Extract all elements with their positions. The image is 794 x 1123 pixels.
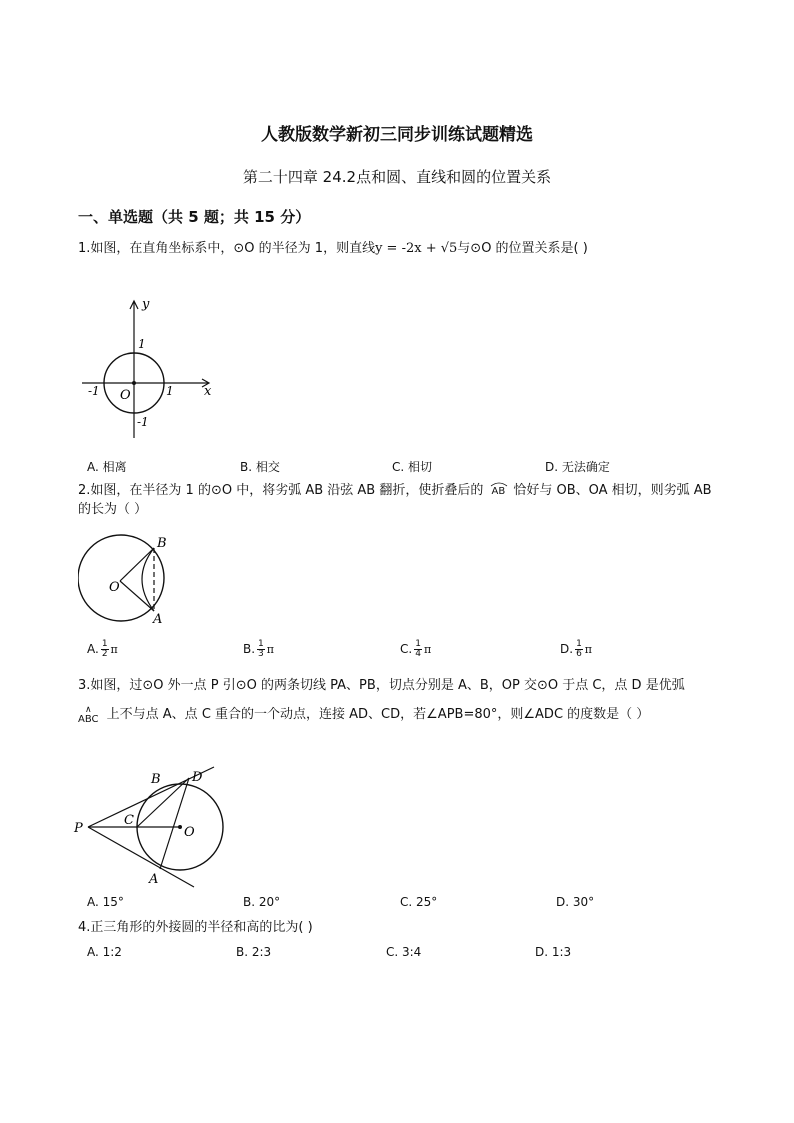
pi-symbol: π bbox=[266, 643, 275, 656]
fraction-numerator: 1 bbox=[415, 639, 421, 649]
segment-ob bbox=[120, 548, 154, 581]
fraction-numerator: 1 bbox=[101, 639, 108, 649]
tick-label-x-1: 1 bbox=[166, 384, 174, 398]
section-heading: 一、单选题（共 5 题；共 15 分） bbox=[78, 208, 311, 226]
label-d: D bbox=[192, 770, 203, 785]
fraction bbox=[575, 640, 583, 659]
fraction bbox=[101, 640, 109, 659]
q2-option-d[interactable] bbox=[560, 640, 592, 659]
question-3-arc-symbol bbox=[78, 705, 99, 729]
fraction bbox=[414, 640, 422, 659]
q2-option-a-letter: A. bbox=[87, 642, 99, 656]
segment-oa bbox=[120, 581, 154, 611]
q2-option-c[interactable] bbox=[400, 640, 431, 659]
center-point bbox=[132, 381, 136, 385]
tick-label-y-1: 1 bbox=[138, 337, 146, 351]
fraction-denominator: 2 bbox=[101, 649, 108, 659]
question-3-line1: 3.如图，过⊙O 外一点 P 引⊙O 的两条切线 PA、PB，切点分别是 A、B，OP 交⊙O 于点 C，点 D 是优弧 bbox=[78, 678, 685, 693]
q4-option-d[interactable]: D. 1:3 bbox=[535, 945, 572, 959]
q4-option-a[interactable]: A. 1:2 bbox=[87, 945, 122, 959]
caret-icon: ∧ bbox=[84, 705, 92, 715]
q4-option-b[interactable]: B. 2:3 bbox=[236, 945, 272, 959]
q1-option-a[interactable]: A. 相离 bbox=[87, 460, 127, 474]
question-1-text-before: 1.如图，在直角坐标系中，⊙O 的半径为 1，则直线 bbox=[78, 241, 376, 256]
q3-option-a[interactable]: A. 15° bbox=[87, 895, 124, 909]
center-point bbox=[178, 825, 182, 829]
question-2-line2: 的长为（ ） bbox=[78, 502, 148, 517]
question-3-line2-wrap bbox=[78, 705, 728, 729]
question-3-line2: 上不与点 A、点 C 重合的一个动点，连接 AD、CD，若∠APB=80°，则∠ADC 的度数是（ ） bbox=[106, 707, 650, 722]
label-o: O bbox=[109, 580, 120, 595]
question-2-figure bbox=[78, 533, 178, 628]
question-2-line1-after: 恰好与 OB、OA 相切，则劣弧 AB bbox=[513, 483, 712, 498]
fraction-denominator: 6 bbox=[576, 649, 582, 659]
label-a: A bbox=[149, 872, 159, 887]
question-1-text bbox=[78, 240, 588, 258]
fraction-numerator: 1 bbox=[258, 639, 264, 649]
question-2-arc-symbol bbox=[488, 483, 510, 501]
tick-label-y-minus-1: -1 bbox=[137, 415, 149, 429]
y-axis-label: y bbox=[142, 297, 150, 312]
question-2-line1: 2.如图，在半径为 1 的⊙O 中，将劣弧 AB 沿弦 AB 翻折，使折叠后的 bbox=[78, 483, 484, 498]
label-c: C bbox=[124, 813, 134, 828]
question-3-figure bbox=[72, 764, 242, 889]
q4-option-c[interactable]: C. 3:4 bbox=[386, 945, 422, 959]
pi-symbol: π bbox=[110, 643, 118, 656]
arc-label: ABC bbox=[78, 714, 99, 725]
label-a: A bbox=[153, 612, 163, 627]
label-b: B bbox=[157, 536, 167, 551]
label-b: B bbox=[151, 772, 161, 787]
q3-option-d[interactable]: D. 30° bbox=[556, 895, 595, 909]
question-4-text: 4.正三角形的外接圆的半径和高的比为( ) bbox=[78, 920, 313, 935]
q2-option-a[interactable] bbox=[87, 640, 118, 659]
q1-option-b[interactable]: B. 相交 bbox=[240, 460, 280, 474]
pi-symbol: π bbox=[423, 643, 432, 656]
fraction-denominator: 3 bbox=[258, 649, 264, 659]
page-subtitle: 第二十四章 24.2点和圆、直线和圆的位置关系 bbox=[242, 168, 552, 186]
tick-label-x-minus-1: -1 bbox=[88, 384, 100, 398]
question-1-figure bbox=[80, 292, 220, 442]
pi-symbol: π bbox=[584, 643, 593, 656]
label-p: P bbox=[74, 821, 83, 836]
label-o: O bbox=[184, 825, 195, 840]
q2-option-d-letter: D. bbox=[560, 642, 574, 656]
x-axis-label: x bbox=[204, 384, 212, 399]
origin-label: O bbox=[120, 388, 131, 403]
q1-option-d[interactable]: D. 无法确定 bbox=[545, 460, 610, 474]
q3-option-c[interactable]: C. 25° bbox=[400, 895, 438, 909]
arc-label: AB bbox=[491, 486, 506, 497]
fraction-denominator: 4 bbox=[415, 649, 421, 659]
question-1-formula: y = -2x + √5 bbox=[375, 241, 458, 256]
q1-option-c[interactable]: C. 相切 bbox=[392, 460, 433, 474]
tangent-pa bbox=[88, 827, 194, 887]
q2-option-c-letter: C. bbox=[400, 642, 413, 656]
page-title: 人教版数学新初三同步训练试题精选 bbox=[261, 125, 533, 145]
q2-option-b-letter: B. bbox=[243, 642, 256, 656]
fraction bbox=[257, 640, 265, 659]
question-2-text bbox=[78, 482, 728, 519]
q2-option-b[interactable] bbox=[243, 640, 274, 659]
q3-option-b[interactable]: B. 20° bbox=[243, 895, 281, 909]
arc-mark-icon bbox=[490, 482, 508, 487]
question-1-text-after: 与⊙O 的位置关系是( ) bbox=[457, 241, 588, 256]
fraction-numerator: 1 bbox=[576, 639, 582, 649]
